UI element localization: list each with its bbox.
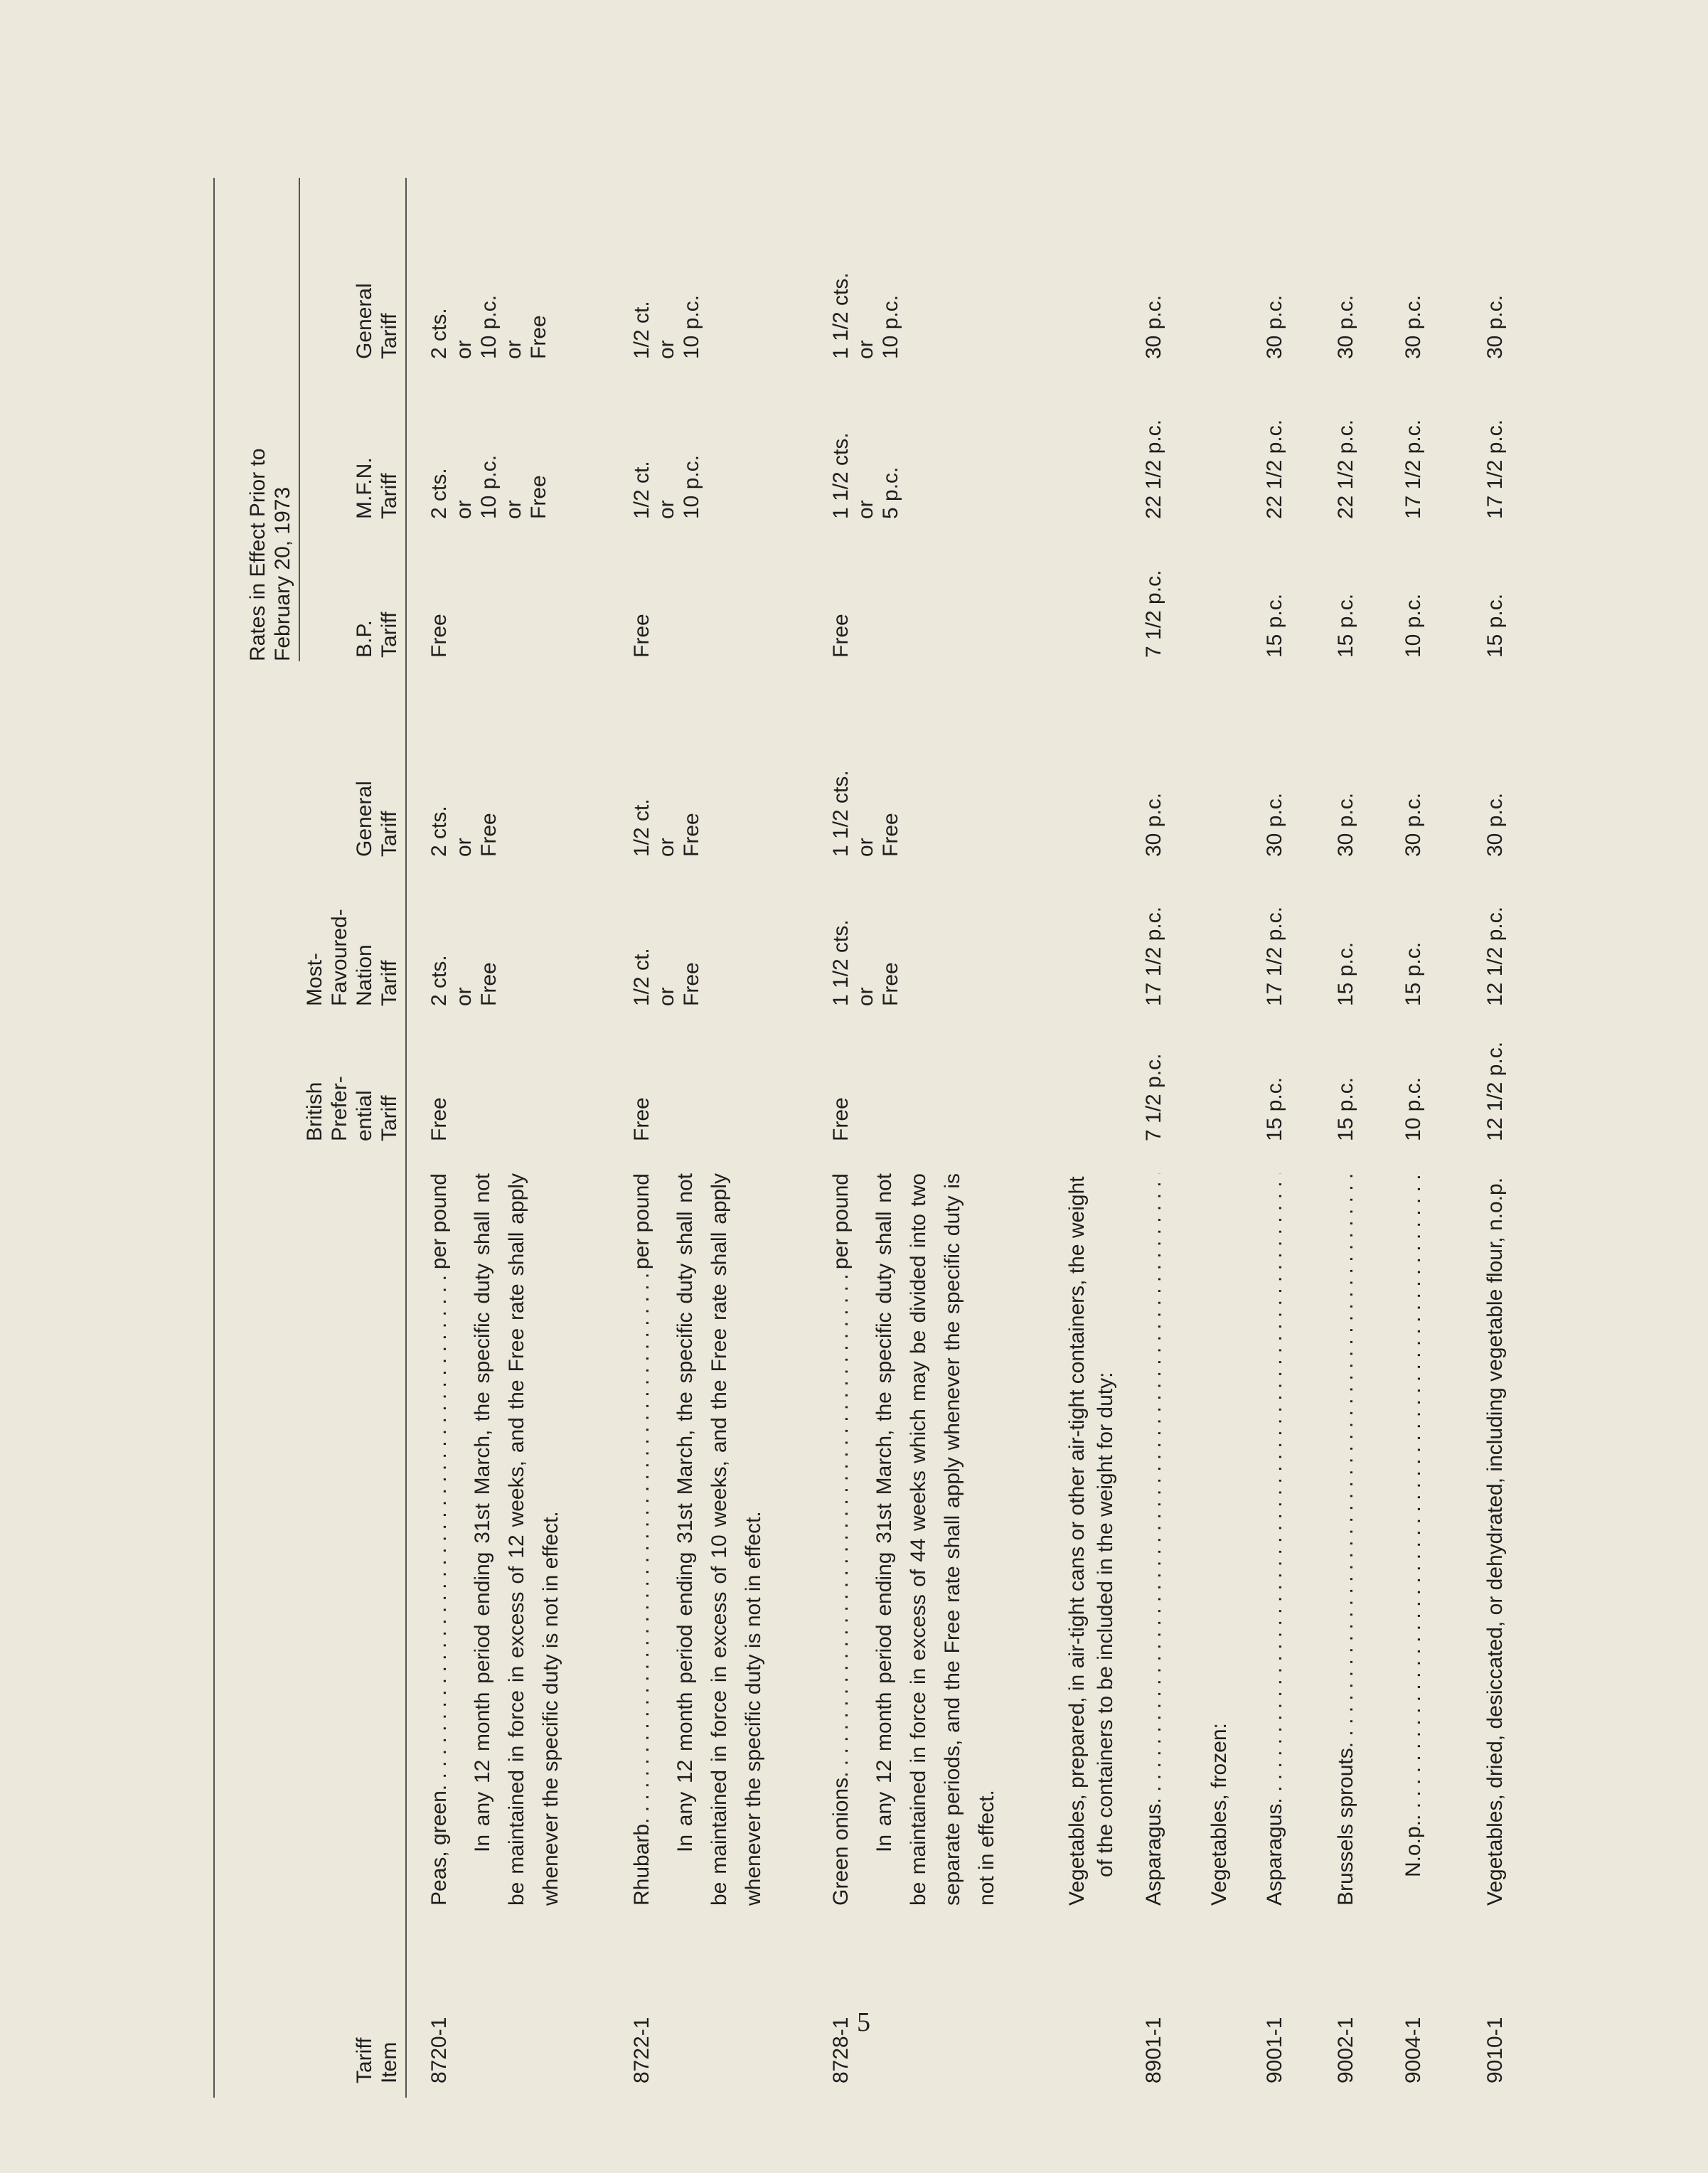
bpt-rate: Free [829, 1097, 853, 1141]
general-rate: 30 p.c. [1402, 792, 1425, 857]
duty-note: In any 12 month period ending 31st March, the specific duty shall not be maintained in force in excess of 10 weeks, and the Free rate shall apply whenever the specific duty is not in effect. [673, 1173, 765, 1906]
header-tariff-item: Tariff Item [353, 2037, 401, 2083]
general-rate: 30 p.c. [1334, 792, 1357, 857]
prior-general-rate: 30 p.c. [1263, 294, 1286, 359]
tariff-item: 8720-1 [427, 2017, 451, 2083]
prior-bp-rate: 15 p.c. [1263, 593, 1286, 658]
duty-note: In any 12 month period ending 31st March, the specific duty shall not be maintained in force in excess of 12 weeks, and the Free rate shall apply whenever the specific duty is not in effect. [471, 1173, 562, 1906]
tariff-item: 8722-1 [630, 2017, 653, 2083]
header-rule [405, 178, 407, 2098]
general-rate: 30 p.c. [1142, 792, 1165, 857]
general-rate: 2 cts. or Free [427, 806, 501, 857]
prior-bp-rate: Free [829, 614, 853, 658]
tariff-item: 9002-1 [1334, 2017, 1357, 2083]
bpt-rate: Free [427, 1097, 451, 1141]
top-rule [213, 178, 215, 2098]
page-number: 5 [857, 2007, 870, 2037]
prior-bp-rate: 15 p.c. [1483, 593, 1507, 658]
prior-mfn-rate: 17 1/2 p.c. [1402, 419, 1425, 519]
mfn-rate: 17 1/2 p.c. [1142, 906, 1165, 1006]
prior-bp-rate: 15 p.c. [1334, 593, 1357, 658]
prior-general-rate: 2 cts. or 10 p.c. or Free [427, 294, 550, 359]
mfn-rate: 12 1/2 p.c. [1483, 906, 1507, 1006]
prior-mfn-rate: 1 1/2 cts. or 5 p.c. [829, 432, 902, 519]
description: Peas, green . . . per pound In any 12 month period ending 31st March, the specific duty shall not be maintained in force in excess of 12 weeks, and the Free rate shall apply whenever the specific duty is not in effect. [427, 1173, 568, 1906]
prior-bp-rate: 10 p.c. [1402, 593, 1425, 658]
mfn-rate: 1/2 ct. or Free [630, 948, 703, 1006]
tariff-item: 9004-1 [1402, 2017, 1425, 2083]
bpt-rate: Free [630, 1097, 653, 1141]
tariff-table: Tariff Item British Prefer- ential Tariff Most- Favoured- Nation Tariff General Tariff Rates in Effect Prior to February 20, 1973 B.P. Tariff M.F.N. Tariff General Tariff 8720-1 Peas, green . . . per pound In any 12 month period ending 31st March, the specific duty shall not be maintained in force in excess of 12 weeks, and the Free rate shall apply whenever the specific duty is not in effect. Free 2 cts. or Free 2 cts. or Free Free 2 cts. or 10 p.c. or Free 2 cts. or 10 p.c. or Free 8722-1 Rhubarb . . . per pound In any 12 month period ending 31st March, the specific duty shall not be maintained in force in excess of 10 weeks, and the Free rate shall apply whenever the specific duty is not in effect. Free 1/2 ct. or Free 1/2 ct. or Free Free 1/2 ct. or 10 p.c. 1/2 ct. or 10 p.c. 8728-1 Green onions . . . per pound In any 12 month period ending 31st March, the specific duty shall not be maintained in force in excess of 44 weeks which may be divided into two separate periods, and the Free rate shall apply whenever the specific duty is not in effect. Free 1 1/2 cts. or Free 1 1/2 cts. or Free Free 1 1/2 cts. or 5 p.c. 1 1/2 cts. or 10 p.c. Vegetables, prepared, in air-tight cans or other air-tight containers, the weight of the containers to be included in the weight for duty: 8901-1 Asparagus . . . 7 1/2 p.c. 17 1/2 p.c. 30 p.c. 7 1/2 p.c. 22 1/2 p.c. 30 p.c. Vegetables, frozen: 9001-1 Asparagus . . . 15 p.c. 17 1/2 p.c. 30 p.c. 15 p.c. 22 1/2 p.c. 30 p.c. 9002-1 Brussels sprouts . . . 15 p.c. 15 p.c. 30 p.c. 15 p.c. 22 1/2 p.c. 30 p.c. 9004-1 N.o.p. . . . 10 p.c. 15 p.c. 30 p.c. 10 p.c. 17 1/2 p.c. 30 p.c. 9010-1 Vegetables, dried, desiccated, or dehydrated, including vegetable flour, n.o.p. 12 1/2 p.c. 12 1/2 p.c. 30 p.c. 15 p.c. 17 1/2 p.c. 30 p.c. [213, 121, 1564, 2098]
tariff-item: 8728-1 [829, 2017, 853, 2083]
prior-general-rate: 30 p.c. [1334, 294, 1357, 359]
bpt-rate: 15 p.c. [1334, 1077, 1357, 1141]
tariff-item: 8901-1 [1142, 2017, 1165, 2083]
bpt-rate: 7 1/2 p.c. [1142, 1053, 1165, 1141]
prior-rates-rule [299, 178, 300, 661]
prior-bp-rate: Free [630, 614, 653, 658]
bpt-rate: 10 p.c. [1402, 1077, 1425, 1141]
tariff-item: 9010-1 [1483, 2017, 1507, 2083]
description: Brussels sprouts . . . [1333, 1173, 1358, 1906]
general-rate: 1/2 ct. or Free [630, 799, 703, 857]
mfn-rate: 2 cts. or Free [427, 955, 501, 1006]
prior-mfn-rate: 22 1/2 p.c. [1334, 419, 1357, 519]
bpt-rate: 15 p.c. [1263, 1077, 1286, 1141]
prior-mfn-rate: 22 1/2 p.c. [1263, 419, 1286, 519]
general-rate: 1 1/2 cts. or Free [829, 770, 902, 857]
header-british-preferential: British Prefer- ential Tariff [303, 1076, 401, 1141]
prior-mfn-rate: 22 1/2 p.c. [1142, 419, 1165, 519]
description: Asparagus . . . [1262, 1173, 1287, 1906]
mfn-rate: 1 1/2 cts. or Free [829, 919, 902, 1006]
mfn-rate: 15 p.c. [1334, 941, 1357, 1006]
prepared-heading-line1: Vegetables, prepared, in air-tight cans or other air-tight containers, the weight [1065, 1176, 1089, 1906]
header-prior-general: General Tariff [353, 283, 401, 359]
prior-mfn-rate: 2 cts. or 10 p.c. or Free [427, 454, 550, 519]
prior-mfn-rate: 17 1/2 p.c. [1483, 419, 1507, 519]
description: Vegetables, dried, desiccated, or dehydrated, including vegetable flour, n.o.p. [1483, 1177, 1507, 1906]
prior-general-rate: 1/2 ct. or 10 p.c. [630, 294, 703, 359]
duty-note: In any 12 month period ending 31st March, the specific duty shall not be maintained in force in excess of 44 weeks which may be divided into two separate periods, and the Free rate shall apply whenever the specific duty is not in effect. [872, 1173, 998, 1906]
header-general: General Tariff [353, 781, 401, 857]
description: Green onions . . . per pound In any 12 month period ending 31st March, the specific duty shall not be maintained in force in excess of 44 weeks which may be divided into two separate periods, and the Free rate shall apply whenever the specific duty is not in effect. [828, 1173, 1004, 1906]
general-rate: 30 p.c. [1483, 792, 1507, 857]
tariff-item: 9001-1 [1263, 2017, 1286, 2083]
prior-general-rate: 1 1/2 cts. or 10 p.c. [829, 272, 902, 359]
prepared-heading-line2: of the containers to be included in the weight for duty: [1094, 1372, 1117, 1877]
prior-general-rate: 30 p.c. [1142, 294, 1165, 359]
header-prior-bp: B.P. Tariff [353, 612, 401, 658]
description: Asparagus . . . [1141, 1173, 1166, 1906]
description: N.o.p. . . . [1401, 1173, 1426, 1906]
mfn-rate: 15 p.c. [1402, 941, 1425, 1006]
prior-general-rate: 30 p.c. [1402, 294, 1425, 359]
prior-mfn-rate: 1/2 ct. or 10 p.c. [630, 454, 703, 519]
prior-bp-rate: 7 1/2 p.c. [1142, 570, 1165, 658]
mfn-rate: 17 1/2 p.c. [1263, 906, 1286, 1006]
header-prior-mfn: M.F.N. Tariff [353, 457, 401, 519]
prior-general-rate: 30 p.c. [1483, 294, 1507, 359]
description: Rhubarb . . . per pound In any 12 month period ending 31st March, the specific duty shall not be maintained in force in excess of 10 weeks, and the Free rate shall apply whenever the specific duty is not in effect. [629, 1173, 771, 1906]
bpt-rate: 12 1/2 p.c. [1483, 1041, 1507, 1141]
header-most-favoured-nation: Most- Favoured- Nation Tariff [303, 909, 401, 1006]
header-rates-prior: Rates in Effect Prior to February 20, 1973 [246, 448, 294, 661]
prior-bp-rate: Free [427, 614, 451, 658]
general-rate: 30 p.c. [1263, 792, 1286, 857]
